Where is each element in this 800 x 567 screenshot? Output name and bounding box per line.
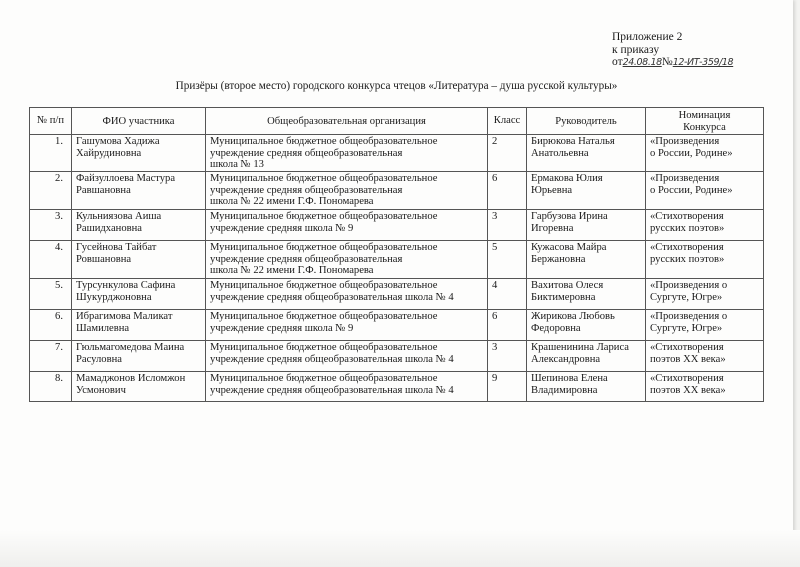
cell-grade: 3 bbox=[488, 341, 527, 372]
cell-grade: 2 bbox=[488, 135, 527, 172]
cell-leader: Жирикова Любовь Федоровна bbox=[527, 310, 646, 341]
cell-participant-name: Гусейнова Тайбат Ровшановна bbox=[72, 241, 206, 279]
cell-organization: Муниципальное бюджетное общеобразовательное учреждение средняя общеобразовательная школа № 4 bbox=[206, 279, 488, 310]
cell-participant-name: Мамаджонов Исломжон Усмонович bbox=[72, 372, 206, 402]
cell-grade: 6 bbox=[488, 172, 527, 210]
from-prefix: от bbox=[612, 56, 623, 68]
cell-nomination: «Произведения о Сургуте, Югре» bbox=[646, 279, 764, 310]
cell-organization: Муниципальное бюджетное общеобразовательное учреждение средняя общеобразовательная школа № 4 bbox=[206, 341, 488, 372]
cell-leader: Гарбузова Ирина Игоревна bbox=[527, 210, 646, 241]
number-sign: № bbox=[661, 56, 673, 68]
cell-grade: 4 bbox=[488, 279, 527, 310]
column-header-grade: Класс bbox=[488, 108, 527, 135]
handwritten-date: 24.08.18 bbox=[622, 57, 662, 68]
cell-leader: Бирюкова Наталья Анатольевна bbox=[527, 135, 646, 172]
cell-number: 3. bbox=[30, 210, 72, 241]
cell-number: 1. bbox=[30, 135, 72, 172]
table-header-row bbox=[30, 108, 764, 135]
table-row bbox=[30, 135, 764, 172]
table-row bbox=[30, 279, 764, 310]
cell-nomination: «Стихотворения русских поэтов» bbox=[646, 210, 764, 241]
cell-leader: Крашенинина Лариса Александровна bbox=[527, 341, 646, 372]
column-header-name: ФИО участника bbox=[72, 108, 206, 135]
table-row bbox=[30, 310, 764, 341]
cell-participant-name: Ибрагимова Маликат Шамилевна bbox=[72, 310, 206, 341]
cell-leader: Вахитова Олеся Биктимеровна bbox=[527, 279, 646, 310]
table-row bbox=[30, 172, 764, 210]
scan-edge bbox=[0, 530, 800, 567]
cell-participant-name: Гюльмагомедова Маина Расуловна bbox=[72, 341, 206, 372]
table-row bbox=[30, 210, 764, 241]
cell-number: 4. bbox=[30, 241, 72, 279]
cell-participant-name: Кульниязова Аиша Рашидхановна bbox=[72, 210, 206, 241]
cell-participant-name: Гашумова Хадижа Хайрудиновна bbox=[72, 135, 206, 172]
cell-organization: Муниципальное бюджетное общеобразовательное учреждение средняя школа № 9 bbox=[206, 310, 488, 341]
cell-grade: 5 bbox=[488, 241, 527, 279]
order-date-number bbox=[612, 56, 733, 70]
cell-grade: 6 bbox=[488, 310, 527, 341]
column-header-leader: Руководитель bbox=[527, 108, 646, 135]
cell-leader: Кужасова Майра Бержановна bbox=[527, 241, 646, 279]
column-header-organization: Общеобразовательная организация bbox=[206, 108, 488, 135]
cell-nomination: «Произведения о Сургуте, Югре» bbox=[646, 310, 764, 341]
cell-nomination: «Произведения о России, Родине» bbox=[646, 172, 764, 210]
cell-nomination: «Произведения о России, Родине» bbox=[646, 135, 764, 172]
cell-number: 2. bbox=[30, 172, 72, 210]
winners-table bbox=[29, 107, 764, 402]
cell-organization: Муниципальное бюджетное общеобразовательное учреждение средняя общеобразовательная школа № 22 имени Г.Ф. Пономарева bbox=[206, 241, 488, 279]
appendix-note bbox=[612, 31, 733, 70]
cell-organization: Муниципальное бюджетное общеобразовательное учреждение средняя общеобразовательная школа № 13 bbox=[206, 135, 488, 172]
table-row bbox=[30, 372, 764, 402]
cell-nomination: «Стихотворения поэтов XX века» bbox=[646, 372, 764, 402]
order-reference: к приказу bbox=[612, 43, 660, 56]
column-header-number: № п/п bbox=[30, 108, 72, 135]
cell-leader: Ермакова Юлия Юрьевна bbox=[527, 172, 646, 210]
handwritten-number: 12-ИТ-359/18 bbox=[672, 57, 734, 68]
cell-number: 8. bbox=[30, 372, 72, 402]
cell-number: 7. bbox=[30, 341, 72, 372]
cell-organization: Муниципальное бюджетное общеобразовательное учреждение средняя общеобразовательная школа № 4 bbox=[206, 372, 488, 402]
cell-number: 6. bbox=[30, 310, 72, 341]
cell-organization: Муниципальное бюджетное общеобразовательное учреждение средняя общеобразовательная школа № 22 имени Г.Ф. Пономарева bbox=[206, 172, 488, 210]
table-row bbox=[30, 341, 764, 372]
cell-participant-name: Турсункулова Сафина Шукурджоновна bbox=[72, 279, 206, 310]
document-title: Призёры (второе место) городского конкурса чтецов «Литература – душа русской культуры» bbox=[175, 80, 618, 92]
cell-leader: Шепинова Елена Владимировна bbox=[527, 372, 646, 402]
cell-number: 5. bbox=[30, 279, 72, 310]
cell-grade: 9 bbox=[488, 372, 527, 402]
cell-organization: Муниципальное бюджетное общеобразовательное учреждение средняя школа № 9 bbox=[206, 210, 488, 241]
cell-participant-name: Файзуллоева Мастура Равшановна bbox=[72, 172, 206, 210]
cell-grade: 3 bbox=[488, 210, 527, 241]
appendix-label: Приложение 2 bbox=[612, 31, 683, 43]
cell-nomination: «Стихотворения русских поэтов» bbox=[646, 241, 764, 279]
column-header-nomination: Номинация Конкурса bbox=[646, 108, 764, 135]
table-row bbox=[30, 241, 764, 279]
cell-nomination: «Стихотворения поэтов XX века» bbox=[646, 341, 764, 372]
